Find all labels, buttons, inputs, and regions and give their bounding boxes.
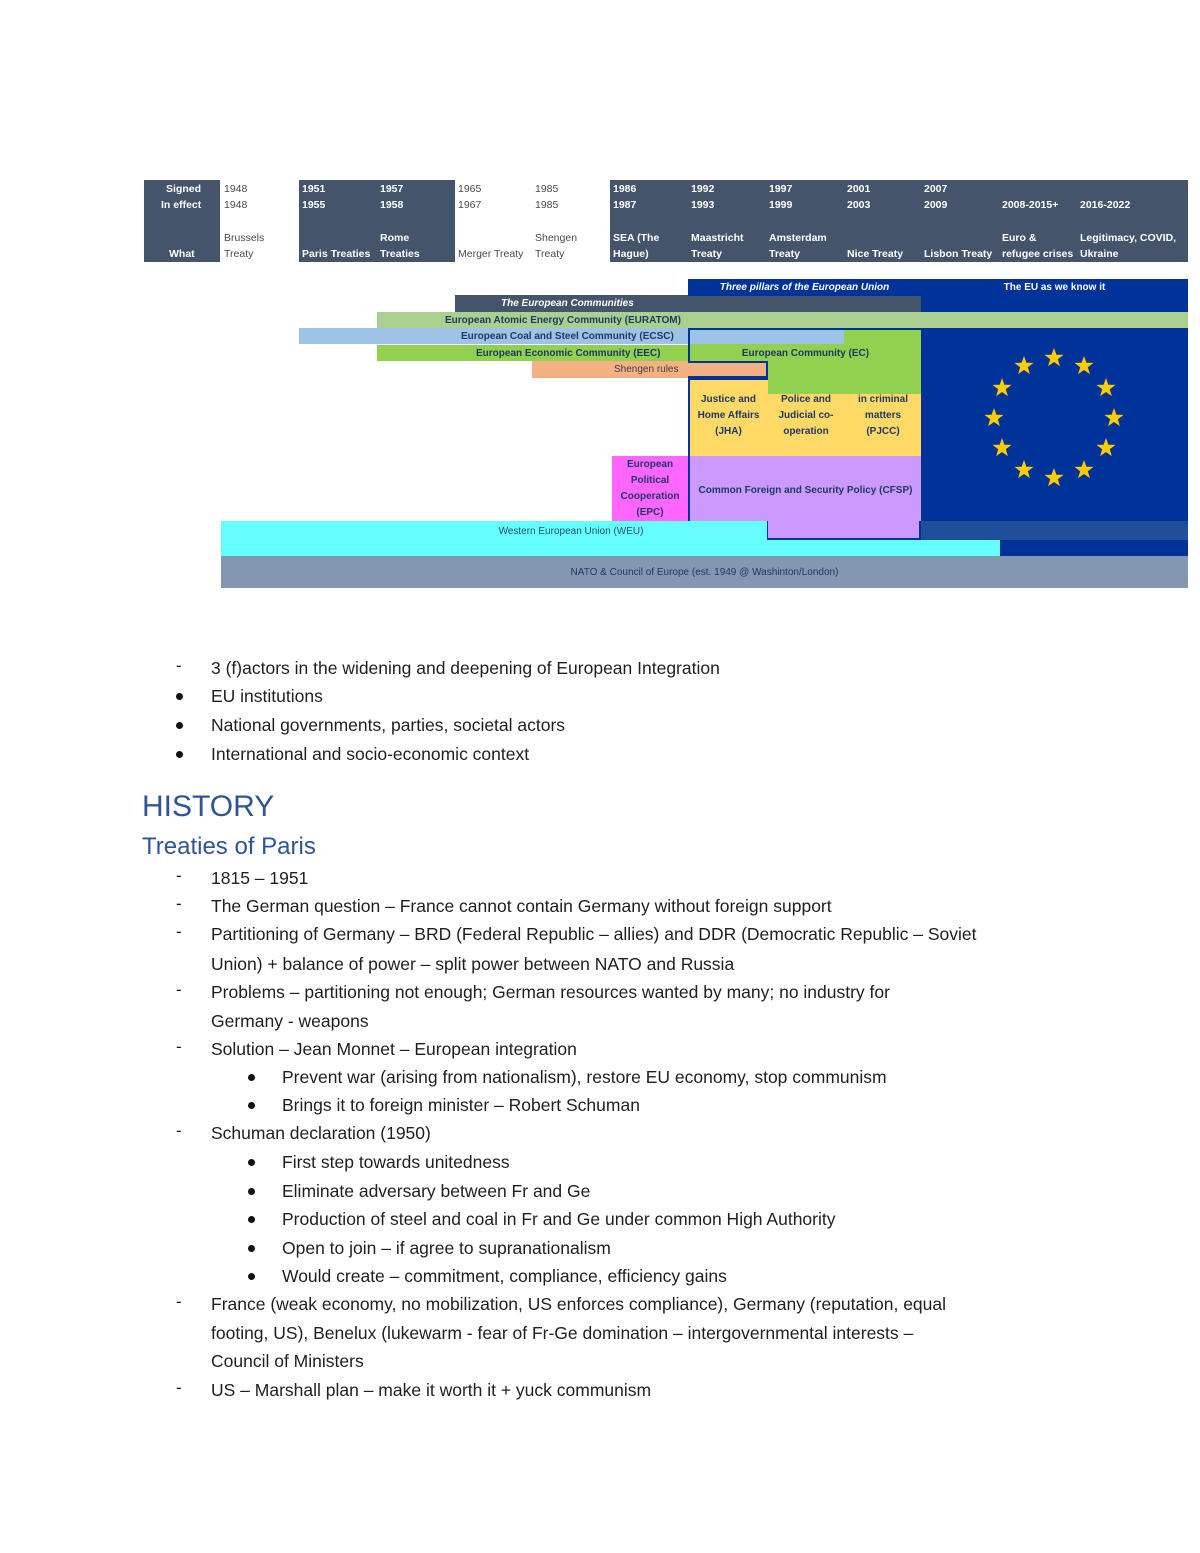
star-icon — [1075, 356, 1094, 374]
shengen-frame — [688, 361, 768, 378]
header-column — [844, 180, 921, 262]
header-effect: 1985 — [535, 199, 559, 211]
star-icon — [993, 378, 1012, 396]
ecsc-label: European Coal and Steel Community (ECSC) — [461, 330, 674, 342]
star-icon — [1015, 460, 1034, 478]
list-item: EU institutions — [211, 686, 323, 706]
list-item: Open to join – if agree to supranationalism — [282, 1237, 611, 1258]
header-signed: 1986 — [613, 183, 637, 195]
list-item: Solution – Jean Monnet – European integration — [211, 1039, 577, 1059]
police-label: Police and Judicial co-operation — [778, 394, 834, 437]
three-pillars-bar — [688, 279, 921, 296]
weu-label-box — [221, 522, 921, 540]
pjcc-label: in criminal matters (PJCC) — [857, 394, 908, 437]
dash-marker: - — [176, 922, 182, 941]
label-signed: Signed — [166, 183, 202, 195]
ec-ecsc-overlap — [690, 330, 844, 344]
header-signed: 1992 — [691, 183, 715, 195]
header-signed: 1951 — [302, 183, 326, 195]
header-column — [455, 180, 532, 262]
jha-label-box — [690, 390, 767, 442]
list-item: Problems – partitioning not enough; German resources wanted by many; no industry for — [211, 982, 890, 1002]
weu-blue-end — [1000, 540, 1188, 556]
header-what2: Lisbon Treaty — [924, 248, 993, 260]
star-icon — [1097, 438, 1116, 456]
pjcc-label-box — [848, 390, 918, 442]
header-column — [999, 180, 1077, 262]
star-icon — [1105, 408, 1124, 426]
list-item: 1815 – 1951 — [211, 868, 309, 888]
shengen-label: Shengen rules — [614, 364, 679, 375]
header-column — [1077, 180, 1188, 262]
header-what1: Legitimacy, COVID, — [1080, 232, 1177, 244]
ec-label: European Community (EC) — [741, 347, 870, 359]
header-what1: Rome — [380, 232, 410, 244]
header-signed: 1957 — [380, 183, 404, 195]
eec-label: European Economic Community (EEC) — [476, 347, 661, 359]
header-column — [532, 180, 610, 262]
star-icon — [993, 438, 1012, 456]
header-effect: 2009 — [924, 199, 948, 211]
star-icon — [1045, 468, 1064, 486]
list-item: US – Marshall plan – make it worth it + yuck communism — [211, 1380, 652, 1400]
star-icon — [1015, 356, 1034, 374]
eu-stars — [921, 296, 1188, 521]
weu-bar-bottom — [221, 540, 1000, 556]
header-column — [766, 180, 844, 262]
treaties-of-paris-heading: Treaties of Paris — [142, 833, 316, 860]
header-column — [688, 180, 766, 262]
header-what2: Treaty — [224, 248, 254, 260]
header-effect: 1987 — [613, 199, 637, 211]
header-effect: 1958 — [380, 199, 404, 211]
header-signed: 1965 — [458, 183, 482, 195]
european-communities-bar — [455, 295, 921, 312]
police-label-box — [770, 390, 842, 442]
header-effect: 1967 — [458, 199, 482, 211]
bullet-icon — [248, 1245, 255, 1252]
header-effect: 1955 — [302, 199, 326, 211]
star-icon — [1075, 460, 1094, 478]
label-in-effect: In effect — [161, 199, 202, 211]
list-item: Partitioning of Germany – BRD (Federal Republic – allies) and DDR (Democratic Republic – Soviet — [211, 924, 977, 944]
list-item: Eliminate adversary between Fr and Ge — [282, 1180, 591, 1201]
eu-flag — [921, 296, 1188, 521]
dash-marker: - — [176, 1037, 182, 1056]
header-what2: Treaty — [769, 248, 800, 260]
eu-known-label: The EU as we know it — [1003, 282, 1106, 293]
header-effect: 1999 — [769, 199, 793, 211]
header-what2: Paris Treaties — [302, 248, 371, 260]
list-item-cont: Council of Ministers — [211, 1351, 364, 1371]
list-item: Brings it to foreign minister – Robert Schuman — [282, 1095, 640, 1115]
header-signed: 1948 — [224, 183, 248, 195]
nato-label: NATO & Council of Europe (est. 1949 @ Washinton/London) — [570, 566, 839, 578]
dash-marker: - — [176, 894, 182, 913]
header-signed: 2007 — [924, 183, 948, 195]
header-effect: 1993 — [691, 199, 715, 211]
header-what2: Treaty — [535, 248, 565, 260]
list-item-cont: Germany - weapons — [211, 1011, 369, 1031]
list-item: The German question – France cannot contain Germany without foreign support — [211, 896, 832, 916]
header-effect: 1948 — [224, 199, 248, 211]
header-labels — [144, 180, 220, 262]
list-item: Prevent war (arising from nationalism), restore EU economy, stop communism — [282, 1067, 887, 1087]
nato-bar — [221, 556, 1188, 588]
list-item-cont: footing, US), Benelux (lukewarm - fear of Fr-Ge domination – intergovernmental interests – — [211, 1323, 914, 1343]
flag-bottom-strip — [921, 521, 1188, 540]
bullet-icon — [248, 1188, 255, 1195]
bullet-icon — [248, 1159, 255, 1166]
label-what: What — [169, 248, 195, 260]
dash-marker: - — [176, 866, 182, 885]
bullet-icon — [176, 693, 183, 700]
dash-marker: - — [176, 1378, 182, 1397]
list-item: Schuman declaration (1950) — [211, 1123, 431, 1143]
intro-lead: 3 (f)actors in the widening and deepening of European Integration — [211, 658, 720, 678]
header-what1: Amsterdam — [769, 232, 827, 244]
dash-marker: - — [176, 980, 182, 999]
euratom-label: European Atomic Energy Community (EURATOM) — [445, 314, 681, 326]
bullet-icon — [248, 1216, 255, 1223]
epc-label: European Political Cooperation (EPC) — [620, 458, 680, 518]
bullet-icon — [176, 751, 183, 758]
header-what2: Ukraine — [1080, 248, 1119, 260]
european-communities-label: The European Communities — [501, 298, 634, 309]
three-pillars-label: Three pillars of the European Union — [719, 282, 890, 293]
bullet-icon — [248, 1102, 255, 1109]
header-effect: 2016-2022 — [1080, 199, 1131, 211]
cfsp-label: Common Foreign and Security Policy (CFSP) — [698, 484, 913, 496]
header-what1: Brussels — [224, 232, 265, 244]
dash-marker: - — [176, 1121, 182, 1140]
list-item: France (weak economy, no mobilization, US enforces compliance), Germany (reputation, equal — [211, 1294, 947, 1314]
jha-label: Justice and Home Affairs (JHA) — [697, 394, 760, 437]
header-signed: 1997 — [769, 183, 793, 195]
header-column — [610, 180, 688, 262]
header-what2: Treaty — [691, 248, 722, 260]
star-icon — [1045, 348, 1064, 366]
history-heading: HISTORY — [142, 790, 275, 823]
header-what1: Maastricht — [691, 232, 744, 244]
star-icon — [985, 408, 1004, 426]
header-what2: Treaties — [380, 248, 420, 260]
header-what1: SEA (The — [613, 232, 660, 244]
header-signed: 1985 — [535, 183, 559, 195]
header-column — [299, 180, 377, 262]
bullet-icon — [248, 1273, 255, 1280]
list-item: International and socio-economic context — [211, 744, 530, 764]
list-item: Would create – commitment, compliance, efficiency gains — [282, 1266, 727, 1286]
bullet-icon — [248, 1074, 255, 1081]
dash-marker: - — [176, 656, 182, 675]
eec-bar — [377, 345, 689, 361]
header-what2: Hague) — [613, 248, 649, 260]
header-what1: Euro & — [1002, 232, 1037, 244]
list-item: National governments, parties, societal actors — [211, 715, 566, 735]
list-item-cont: Union) + balance of power – split power between NATO and Russia — [211, 954, 735, 974]
header-what2: refugee crises — [1002, 248, 1074, 260]
header-what1: Shengen — [535, 232, 578, 244]
header-effect: 2003 — [847, 199, 871, 211]
header-effect: 2008-2015+ — [1002, 199, 1059, 211]
header-column — [221, 180, 299, 262]
header-what2: Nice Treaty — [847, 248, 904, 260]
epc-block — [612, 456, 688, 521]
weu-label: Western European Union (WEU) — [498, 525, 644, 537]
list-item: First step towards unitedness — [282, 1152, 510, 1172]
eu-known-bar — [921, 279, 1188, 296]
star-icon — [1097, 378, 1116, 396]
header-signed: 2001 — [847, 183, 871, 195]
cfsp-label-box — [690, 480, 921, 500]
header-column — [377, 180, 455, 262]
list-item: Production of steel and coal in Fr and Ge under common High Authority — [282, 1209, 836, 1229]
ec-label-box — [690, 345, 921, 361]
dash-marker: - — [176, 1292, 182, 1311]
header-column — [921, 180, 999, 262]
header-what2: Merger Treaty — [458, 248, 524, 260]
bullet-icon — [176, 722, 183, 729]
